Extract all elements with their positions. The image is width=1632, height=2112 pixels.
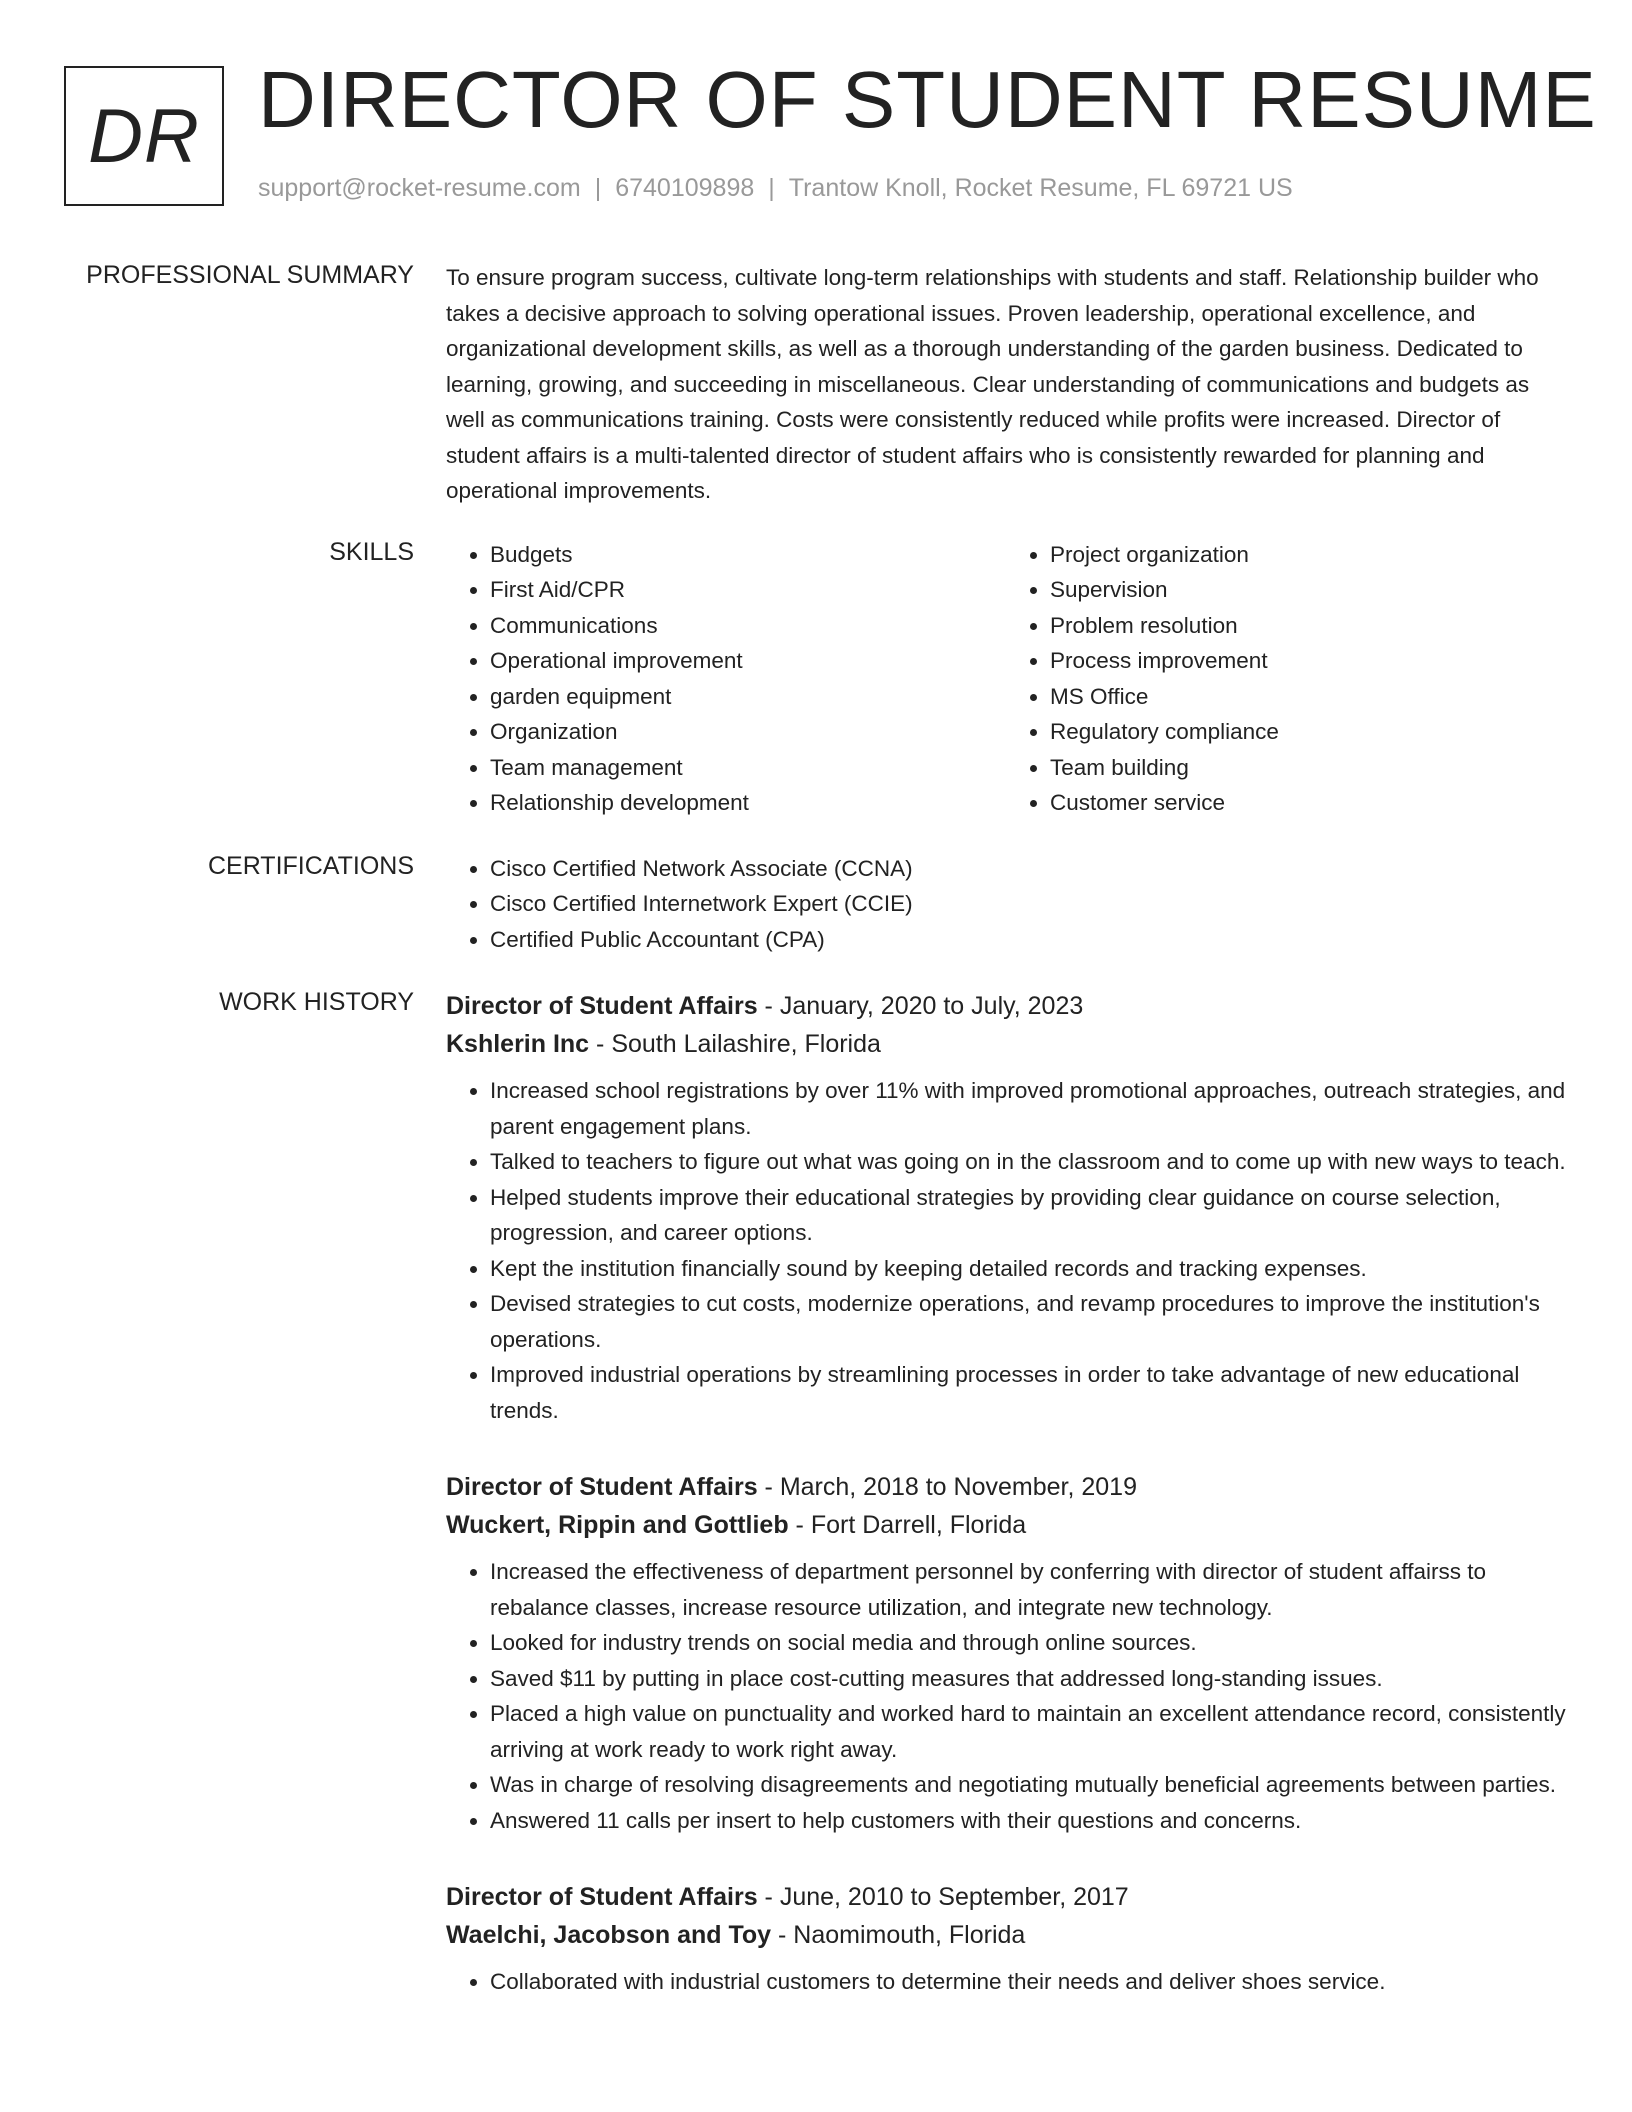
contact-address: Trantow Knoll, Rocket Resume, FL 69721 US: [788, 174, 1293, 202]
monogram-initials: DR: [88, 93, 200, 179]
section-work-history: [0, 987, 1632, 2000]
contact-separator: |: [768, 174, 775, 202]
certifications-body: [446, 851, 1566, 958]
job-bullets: [446, 1073, 1566, 1428]
job-bullet: • Saved $11 by putting in place cost-cutting measures that addressed long-standing issues.: [490, 1661, 1566, 1697]
section-label-work-history: WORK HISTORY: [219, 988, 414, 1016]
job-title-line: Director of Student Affairs - June, 2010 to September, 2017: [446, 1883, 1129, 1911]
job-bullet: • Talked to teachers to figure out what was going on in the classroom and to come up with new ways to teach.: [490, 1144, 1566, 1180]
summary-body: [446, 260, 1566, 509]
job-bullet: • Placed a high value on punctuality and worked hard to maintain an excellent attendance record, consistently arriving at work ready to work right away.: [490, 1696, 1566, 1767]
contact-separator: |: [594, 174, 602, 202]
skill-item: • garden equipment: [490, 679, 1006, 715]
skill-item: • Supervision: [1050, 572, 1566, 608]
job-entry: [446, 1468, 1566, 1838]
skills-list-left: [446, 537, 1006, 821]
job-company-line: Wuckert, Rippin and Gottlieb - Fort Darrell, Florida: [446, 1511, 1027, 1539]
skill-item: • First Aid/CPR: [490, 572, 1006, 608]
skills-grid: [446, 537, 1566, 821]
skill-item: • Operational improvement: [490, 643, 1006, 679]
section-certifications: [0, 851, 1632, 958]
skill-item: • Customer service: [1050, 785, 1566, 821]
job-company: Wuckert, Rippin and Gottlieb: [446, 1511, 789, 1539]
job-bullet: • Improved industrial operations by streamlining processes in order to take advantage of new educational trends.: [490, 1357, 1566, 1428]
job-title: Director of Student Affairs: [446, 992, 758, 1020]
skills-body: [446, 537, 1566, 821]
job-bullets: [446, 1554, 1566, 1838]
summary-text: To ensure program success, cultivate long-term relationships with students and staff. Relationship builder who takes a decisive approach to solving operational issues. Proven leadership, operational excellence, and organizational development skills, as well as a thorough understanding of the garden business. Dedicated to learning, growing, and succeeding in miscellaneous. Clear understanding of communications and budgets as well as communications training. Costs were consistently reduced while profits were increased. Director of student affairs is a multi-talented director of student affairs who is consistently rewarded for planning and operational improvements.: [446, 265, 1539, 503]
job-bullet: • Increased school registrations by over 11% with improved promotional approaches, outreach strategies, and parent engagement plans.: [490, 1073, 1566, 1144]
job-location: Naomimouth, Florida: [793, 1921, 1026, 1949]
job-company: Waelchi, Jacobson and Toy: [446, 1921, 772, 1949]
certifications-list: [446, 851, 1566, 958]
job-company-line: Waelchi, Jacobson and Toy - Naomimouth, Florida: [446, 1921, 1026, 1949]
section-summary: [0, 260, 1632, 509]
skill-item: • Organization: [490, 714, 1006, 750]
skills-list-right: [1006, 537, 1566, 821]
skill-item: • Process improvement: [1050, 643, 1566, 679]
job-title: Director of Student Affairs: [446, 1473, 758, 1501]
job-dates: March, 2018 to November, 2019: [779, 1473, 1137, 1501]
work-history-body: [446, 987, 1566, 2000]
job-bullet: • Answered 11 calls per insert to help customers with their questions and concerns.: [490, 1803, 1566, 1839]
job-bullet: • Looked for industry trends on social media and through online sources.: [490, 1625, 1566, 1661]
skill-item: • Problem resolution: [1050, 608, 1566, 644]
job-bullet: • Helped students improve their educational strategies by providing clear guidance on course selection, progression, and career options.: [490, 1180, 1566, 1251]
job-company-line: Kshlerin Inc - South Lailashire, Florida: [446, 1030, 881, 1058]
certification-item: • Cisco Certified Internetwork Expert (CCIE): [490, 886, 1566, 922]
job-location: Fort Darrell, Florida: [810, 1511, 1027, 1539]
section-label-skills: SKILLS: [329, 537, 414, 566]
skill-item: • Project organization: [1050, 537, 1566, 573]
skill-item: • Regulatory compliance: [1050, 714, 1566, 750]
skill-item: • Communications: [490, 608, 1006, 644]
job-title-line: Director of Student Affairs - March, 2018 to November, 2019: [446, 1473, 1137, 1501]
job-bullet: • Kept the institution financially sound by keeping detailed records and tracking expenses.: [490, 1251, 1566, 1287]
job-bullet: • Was in charge of resolving disagreements and negotiating mutually beneficial agreements between parties.: [490, 1767, 1566, 1803]
skill-item: • Relationship development: [490, 785, 1006, 821]
section-label-certifications: CERTIFICATIONS: [207, 851, 414, 880]
job-title: Director of Student Affairs: [446, 1883, 758, 1911]
job-entry: [446, 1878, 1566, 2000]
skill-item: • Team building: [1050, 750, 1566, 786]
certification-item: • Cisco Certified Network Associate (CCNA): [490, 851, 1566, 887]
skill-item: • MS Office: [1050, 679, 1566, 715]
resume-sections: [0, 260, 1632, 2000]
job-bullets: [446, 1964, 1566, 2000]
job-dates: June, 2010 to September, 2017: [779, 1883, 1129, 1911]
job-bullet: • Increased the effectiveness of department personnel by conferring with director of student affairss to rebalance classes, increase resource utilization, and integrate new technology.: [490, 1554, 1566, 1625]
job-entry: [446, 987, 1566, 1428]
job-location: South Lailashire, Florida: [611, 1030, 881, 1058]
job-dates: January, 2020 to July, 2023: [779, 992, 1084, 1020]
job-bullet: • Collaborated with industrial customers to determine their needs and deliver shoes service.: [490, 1964, 1566, 2000]
skill-item: • Budgets: [490, 537, 1006, 573]
job-bullet: • Devised strategies to cut costs, modernize operations, and revamp procedures to improve the institution's operations.: [490, 1286, 1566, 1357]
skill-item: • Team management: [490, 750, 1006, 786]
monogram-box: [64, 66, 224, 206]
section-label-summary: PROFESSIONAL SUMMARY: [86, 261, 414, 289]
job-company: Kshlerin Inc: [446, 1030, 590, 1058]
contact-line: [258, 174, 1293, 203]
job-title-line: Director of Student Affairs - January, 2020 to July, 2023: [446, 992, 1084, 1020]
section-skills: [0, 537, 1632, 821]
contact-phone: 6740109898: [615, 174, 755, 202]
resume-title: DIRECTOR OF STUDENT RESUME: [258, 55, 1597, 144]
certification-item: • Certified Public Accountant (CPA): [490, 922, 1566, 958]
contact-email: support@rocket-resume.com: [258, 174, 581, 202]
